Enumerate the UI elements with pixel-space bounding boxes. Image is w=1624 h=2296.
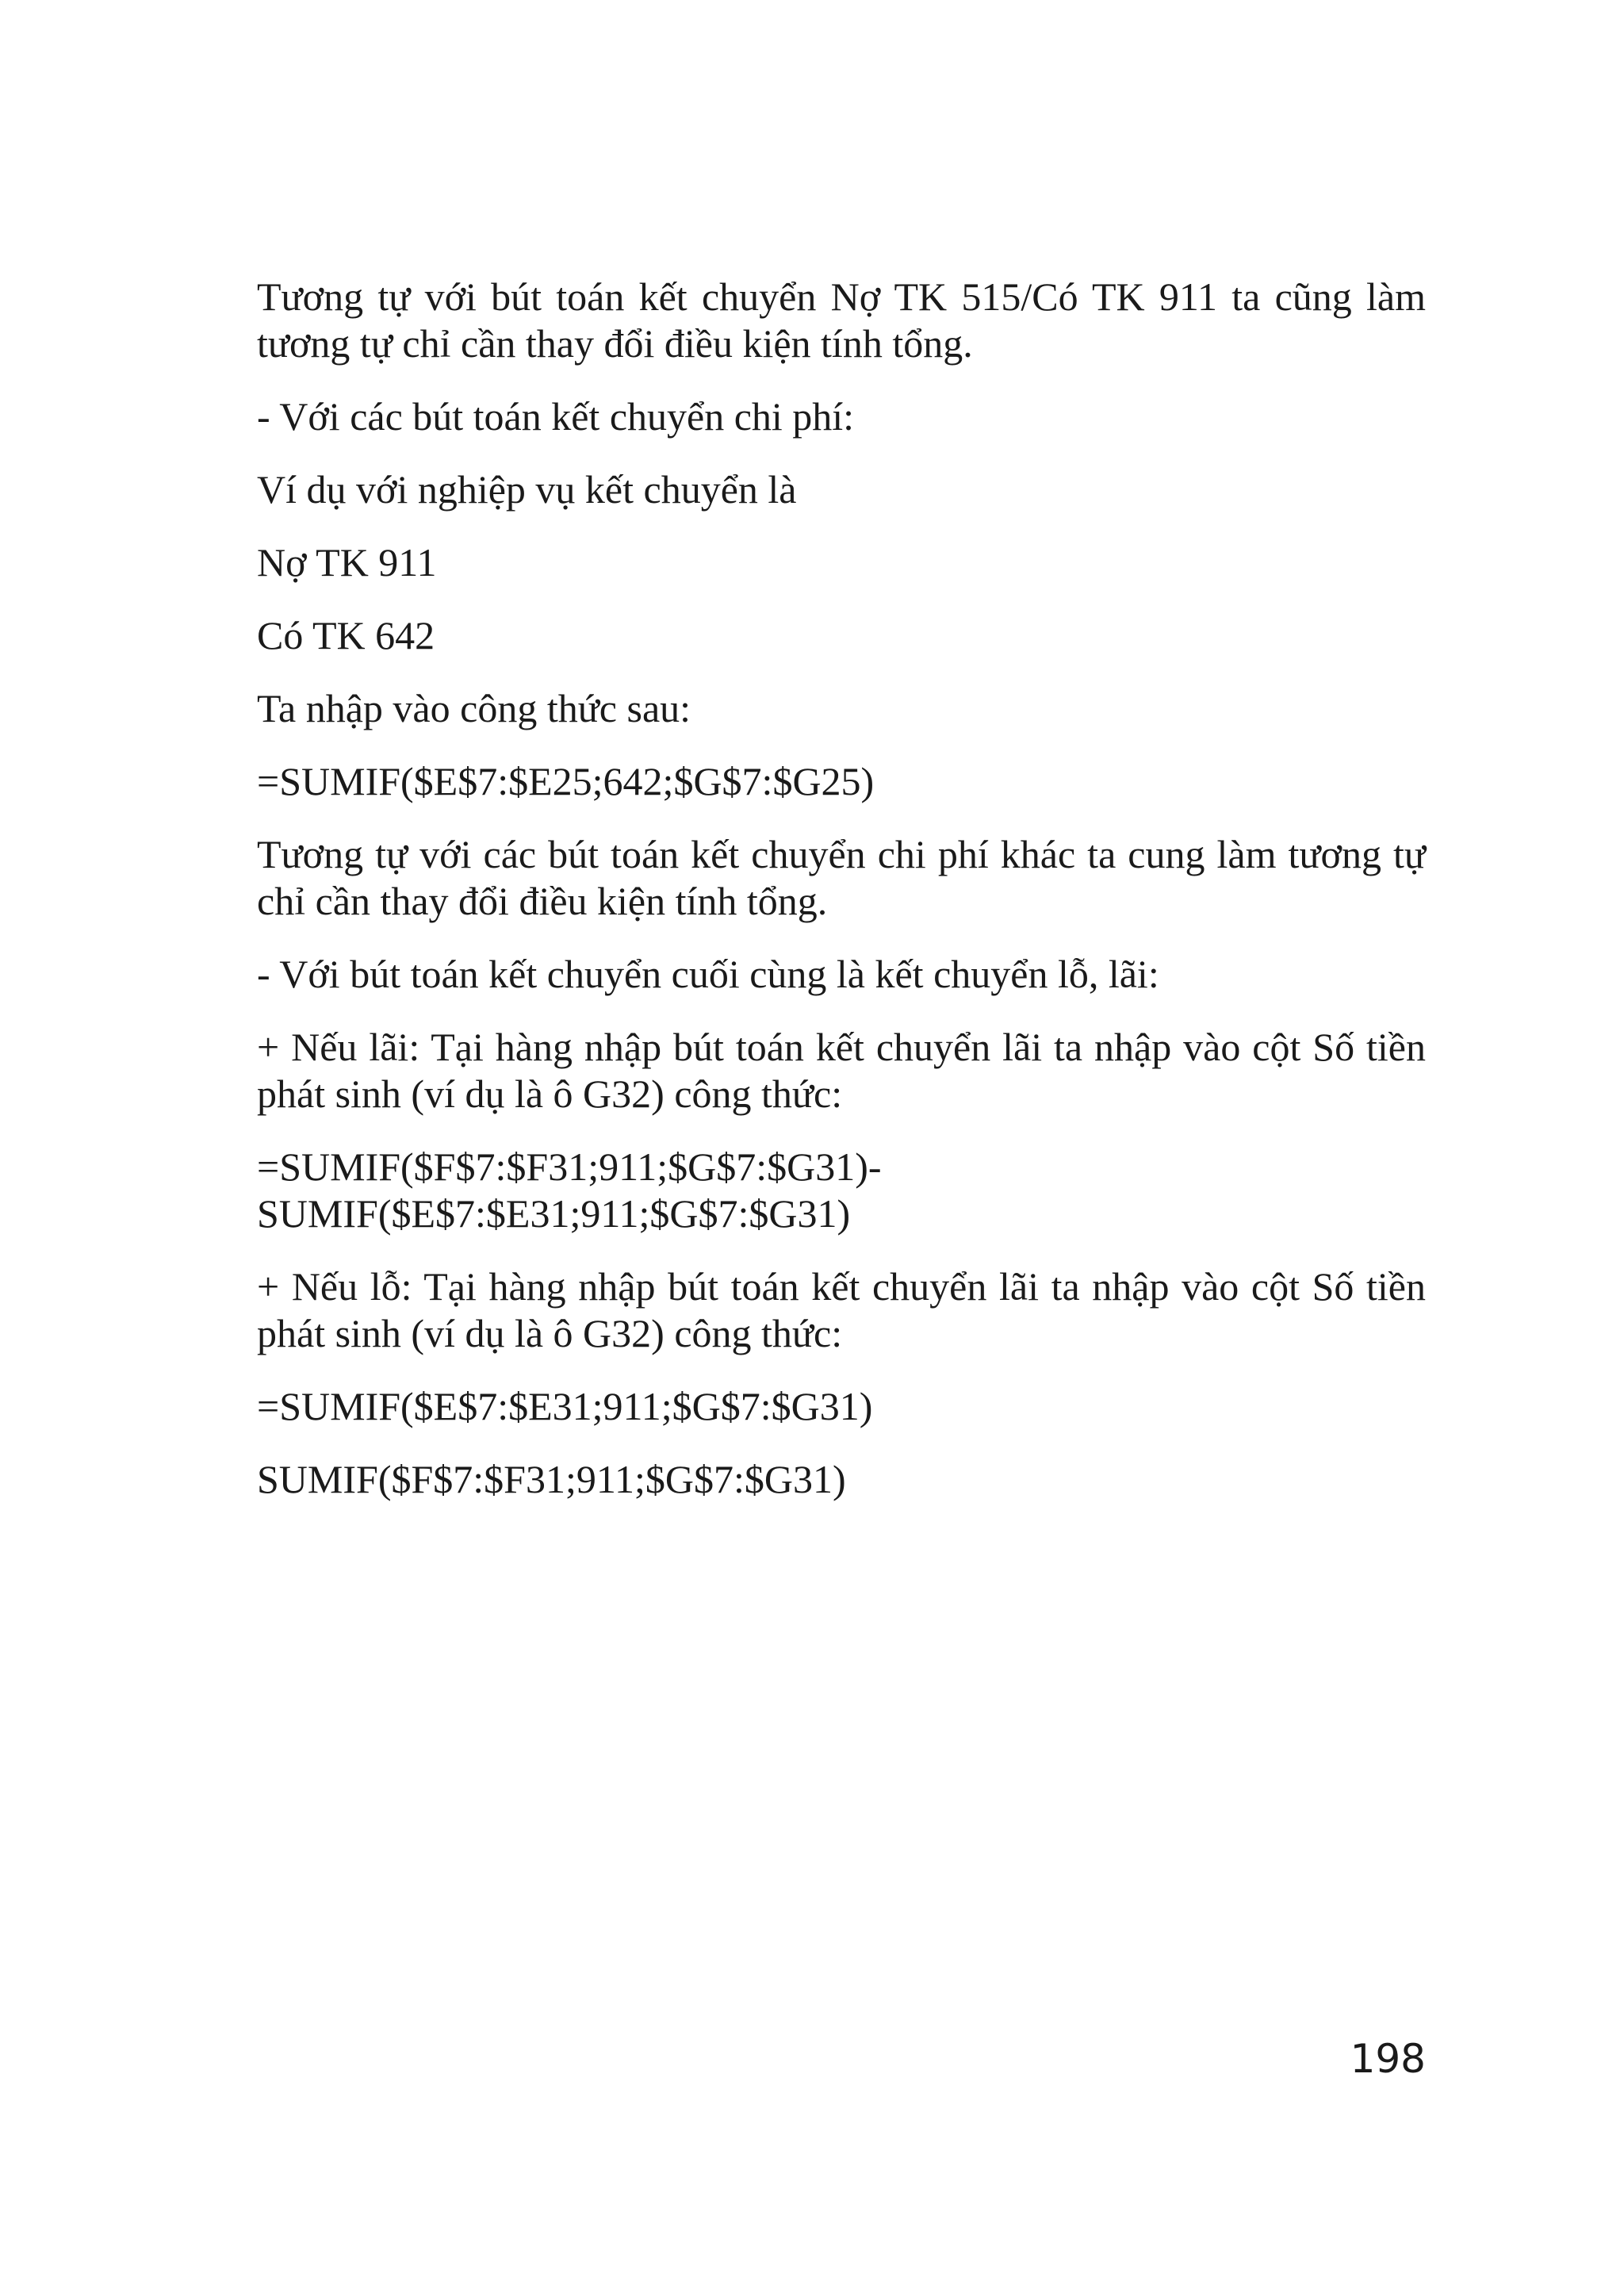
paragraph-other-expenses: Tương tự với các bút toán kết chuyển chi phí khác ta cung làm tương tự chỉ cần thay đổi điều kiện tính tổng. [257, 832, 1426, 923]
paragraph-credit-account: Có TK 642 [257, 613, 435, 657]
page-number: 198 [1350, 2036, 1426, 2082]
formula-profit: =SUMIF($F$7:$F31;911;$G$7:$G31)- SUMIF($E$7:$E31;911;$G$7:$G31) [257, 1144, 882, 1236]
paragraph-transfer-515: Tương tự với bút toán kết chuyển Nợ TK 515/Có TK 911 ta cũng làm tương tự chỉ cần thay đổi điều kiện tính tổng. [257, 274, 1426, 366]
page-body [257, 274, 1426, 1529]
formula-loss-line-2: SUMIF($F$7:$F31;911;$G$7:$G31) [257, 1457, 846, 1501]
formula-expense-642: =SUMIF($E$7:$E25;642;$G$7:$G25) [257, 759, 875, 803]
formula-loss-line-1: =SUMIF($E$7:$E31;911;$G$7:$G31) [257, 1384, 873, 1428]
paragraph-profit-loss-heading: - Với bút toán kết chuyển cuối cùng là kết chuyển lỗ, lãi: [257, 952, 1159, 996]
paragraph-if-profit: + Nếu lãi: Tại hàng nhập bút toán kết chuyển lãi ta nhập vào cột Số tiền phát sinh (ví dụ là ô G32) công thức: [257, 1025, 1426, 1116]
paragraph-example-intro: Ví dụ với nghiệp vụ kết chuyển là [257, 467, 797, 512]
paragraph-if-loss: + Nếu lỗ: Tại hàng nhập bút toán kết chuyển lãi ta nhập vào cột Số tiền phát sinh (ví dụ là ô G32) công thức: [257, 1264, 1426, 1355]
paragraph-debit-account: Nợ TK 911 [257, 540, 437, 585]
paragraph-formula-intro: Ta nhập vào công thức sau: [257, 686, 691, 730]
paragraph-expense-transfer-heading: - Với các bút toán kết chuyển chi phí: [257, 394, 855, 439]
